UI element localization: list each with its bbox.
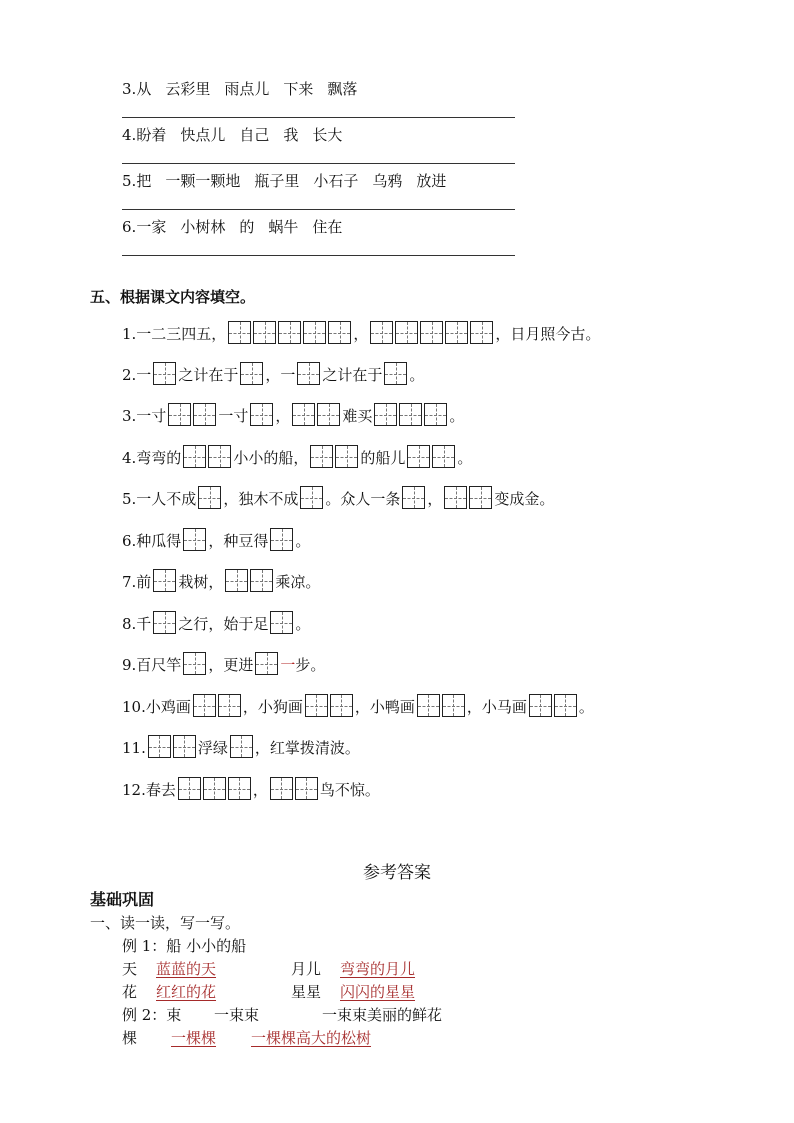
writing-box-group bbox=[178, 777, 251, 800]
writing-box-group bbox=[250, 403, 273, 426]
writing-box[interactable] bbox=[148, 735, 171, 758]
writing-box[interactable] bbox=[173, 735, 196, 758]
reorder-word: 的 bbox=[239, 218, 255, 236]
writing-box-group bbox=[305, 694, 353, 717]
reorder-word: 放进 bbox=[416, 172, 447, 190]
fill-item bbox=[122, 310, 600, 344]
fill-text: ， bbox=[427, 490, 443, 508]
fill-item bbox=[122, 558, 320, 592]
reorder-word: 下来 bbox=[283, 80, 314, 98]
writing-box-group bbox=[240, 362, 263, 385]
answer-row-1-answer-a: 蓝蓝的天 bbox=[156, 960, 217, 978]
fill-item bbox=[122, 351, 424, 385]
writing-box[interactable] bbox=[292, 403, 315, 426]
writing-box[interactable] bbox=[444, 486, 467, 509]
fill-text: ， bbox=[252, 781, 268, 799]
writing-box[interactable] bbox=[335, 445, 358, 468]
writing-box[interactable] bbox=[370, 321, 393, 344]
writing-box[interactable] bbox=[432, 445, 455, 468]
fill-text: ，一 bbox=[265, 366, 296, 384]
fill-text: 5.一人不成 bbox=[122, 490, 197, 508]
answer-line bbox=[122, 209, 515, 210]
writing-box[interactable] bbox=[445, 321, 468, 344]
writing-box-group bbox=[444, 486, 492, 509]
writing-box-group bbox=[193, 694, 241, 717]
fill-text: 之行，始于足 bbox=[178, 615, 269, 633]
writing-box[interactable] bbox=[255, 652, 278, 675]
writing-box-group bbox=[407, 445, 455, 468]
writing-box[interactable] bbox=[305, 694, 328, 717]
writing-box[interactable] bbox=[300, 486, 323, 509]
answer-line bbox=[122, 255, 515, 256]
fill-text: 12.春去 bbox=[122, 781, 176, 799]
writing-box[interactable] bbox=[424, 403, 447, 426]
writing-box-group bbox=[153, 611, 176, 634]
answer-row-1-label-b: 月儿 bbox=[291, 960, 322, 978]
writing-box-group bbox=[370, 321, 493, 344]
section-five-title: 五、根据课文内容填空。 bbox=[90, 288, 256, 306]
answer-row-2-answer-b: 闪闪的星星 bbox=[340, 983, 416, 1001]
fill-text: 。 bbox=[449, 407, 465, 425]
writing-box[interactable] bbox=[317, 403, 340, 426]
reorder-word: 瓶子里 bbox=[254, 172, 300, 190]
writing-box[interactable] bbox=[554, 694, 577, 717]
fill-text-highlight: 一 bbox=[280, 656, 296, 674]
reorder-word: 盼着 bbox=[136, 126, 167, 144]
reorder-word: 云彩里 bbox=[165, 80, 211, 98]
writing-box-group bbox=[374, 403, 447, 426]
fill-text: ，红掌拨清波。 bbox=[254, 739, 360, 757]
writing-box[interactable] bbox=[384, 362, 407, 385]
fill-item bbox=[122, 517, 310, 551]
fill-text: 一寸 bbox=[218, 407, 249, 425]
writing-box-group bbox=[310, 445, 358, 468]
fill-text: 浮绿 bbox=[197, 739, 228, 757]
writing-box[interactable] bbox=[228, 321, 251, 344]
writing-box[interactable] bbox=[203, 777, 226, 800]
reorder-word: 飘落 bbox=[327, 80, 358, 98]
reorder-word: 小树林 bbox=[180, 218, 226, 236]
fill-text: ，小狗画 bbox=[242, 698, 303, 716]
writing-box[interactable] bbox=[420, 321, 443, 344]
writing-box[interactable] bbox=[178, 777, 201, 800]
answer-subheading: 一、读一读，写一写。 bbox=[90, 914, 241, 932]
writing-box[interactable] bbox=[395, 321, 418, 344]
writing-box[interactable] bbox=[225, 569, 248, 592]
writing-box[interactable] bbox=[278, 321, 301, 344]
fill-text: ， bbox=[353, 325, 369, 343]
reorder-word: 从 bbox=[136, 80, 152, 98]
fill-item bbox=[122, 724, 360, 758]
fill-text: ，日月照今古。 bbox=[495, 325, 601, 343]
fill-text: 小小的船， bbox=[233, 449, 309, 467]
writing-box[interactable] bbox=[442, 694, 465, 717]
writing-box[interactable] bbox=[218, 694, 241, 717]
writing-box[interactable] bbox=[228, 777, 251, 800]
writing-box-group bbox=[183, 652, 206, 675]
writing-box[interactable] bbox=[153, 362, 176, 385]
writing-box[interactable] bbox=[253, 321, 276, 344]
fill-text: 。 bbox=[578, 698, 594, 716]
writing-box[interactable] bbox=[183, 652, 206, 675]
fill-text: 。 bbox=[295, 532, 311, 550]
fill-item bbox=[122, 392, 464, 426]
fill-text: 鸟不惊。 bbox=[319, 781, 380, 799]
fill-text: 。 bbox=[409, 366, 425, 384]
example-2-mid: 一束束 bbox=[214, 1006, 260, 1024]
writing-box[interactable] bbox=[193, 694, 216, 717]
writing-box[interactable] bbox=[230, 735, 253, 758]
answer-row-2-answer-a: 红红的花 bbox=[156, 983, 217, 1001]
fill-item bbox=[122, 434, 472, 468]
writing-box[interactable] bbox=[183, 528, 206, 551]
reorder-word: 雨点儿 bbox=[224, 80, 270, 98]
answer-heading: 基础巩固 bbox=[90, 890, 155, 909]
fill-text: 4.弯弯的 bbox=[122, 449, 182, 467]
writing-box[interactable] bbox=[240, 362, 263, 385]
fill-text: 3.一寸 bbox=[122, 407, 167, 425]
example-2-full: 一束束美丽的鲜花 bbox=[322, 1006, 443, 1024]
writing-box[interactable] bbox=[469, 486, 492, 509]
writing-box-group bbox=[384, 362, 407, 385]
writing-box[interactable] bbox=[250, 403, 273, 426]
writing-box[interactable] bbox=[198, 486, 221, 509]
writing-box[interactable] bbox=[168, 403, 191, 426]
reorder-item bbox=[122, 125, 356, 145]
fill-text: ，更进 bbox=[208, 656, 254, 674]
reorder-word: 住在 bbox=[312, 218, 343, 236]
answer-line bbox=[122, 163, 515, 164]
writing-box-group bbox=[168, 403, 216, 426]
fill-text: 8.千 bbox=[122, 615, 152, 633]
answer-row-1-label-a: 天 bbox=[122, 960, 138, 978]
fill-text: 的船儿 bbox=[360, 449, 406, 467]
fill-text: 11. bbox=[122, 739, 146, 757]
example-2-label: 例 2：束 bbox=[122, 1006, 182, 1024]
writing-box-group bbox=[183, 528, 206, 551]
writing-box[interactable] bbox=[270, 777, 293, 800]
fill-text: 6.种瓜得 bbox=[122, 532, 182, 550]
reorder-word: 长大 bbox=[312, 126, 343, 144]
fill-item bbox=[122, 641, 325, 675]
reorder-number: 4. bbox=[122, 126, 137, 144]
fill-text: ， bbox=[275, 407, 291, 425]
writing-box[interactable] bbox=[303, 321, 326, 344]
writing-box-group bbox=[183, 445, 231, 468]
writing-box-group bbox=[230, 735, 253, 758]
reorder-item bbox=[122, 171, 460, 191]
reorder-item bbox=[122, 79, 371, 99]
answer-row-2-label-b: 星星 bbox=[291, 983, 322, 1001]
answer-title: 参考答案 bbox=[363, 863, 431, 883]
writing-box-group bbox=[292, 403, 340, 426]
fill-text: 2.一 bbox=[122, 366, 152, 384]
writing-box[interactable] bbox=[183, 445, 206, 468]
writing-box-group bbox=[297, 362, 320, 385]
reorder-number: 5. bbox=[122, 172, 137, 190]
writing-box[interactable] bbox=[529, 694, 552, 717]
fill-text: 。 bbox=[295, 615, 311, 633]
writing-box[interactable] bbox=[417, 694, 440, 717]
writing-box[interactable] bbox=[297, 362, 320, 385]
fill-text: ，小马画 bbox=[466, 698, 527, 716]
writing-box[interactable] bbox=[208, 445, 231, 468]
writing-box-group bbox=[300, 486, 323, 509]
fill-text: 之计在于 bbox=[322, 366, 383, 384]
reorder-word: 一颗一颗地 bbox=[165, 172, 241, 190]
reorder-item bbox=[122, 217, 356, 237]
writing-box[interactable] bbox=[310, 445, 333, 468]
reorder-number: 3. bbox=[122, 80, 137, 98]
writing-box-group bbox=[270, 528, 293, 551]
writing-box-group bbox=[270, 777, 318, 800]
fill-text: ，种豆得 bbox=[208, 532, 269, 550]
reorder-word: 蜗牛 bbox=[268, 218, 299, 236]
writing-box-group bbox=[402, 486, 425, 509]
writing-box[interactable] bbox=[153, 569, 176, 592]
fill-text: ，独木不成 bbox=[223, 490, 299, 508]
reorder-number: 6. bbox=[122, 218, 137, 236]
writing-box-group bbox=[255, 652, 278, 675]
writing-box-group bbox=[270, 611, 293, 634]
writing-box-group bbox=[228, 321, 351, 344]
writing-box-group bbox=[529, 694, 577, 717]
fill-text: 7.前 bbox=[122, 573, 152, 591]
fill-text: 步。 bbox=[295, 656, 326, 674]
reorder-word: 乌鸦 bbox=[372, 172, 403, 190]
writing-box[interactable] bbox=[330, 694, 353, 717]
fill-text: 难买 bbox=[342, 407, 373, 425]
writing-box[interactable] bbox=[193, 403, 216, 426]
writing-box-group bbox=[153, 569, 176, 592]
answer-row-3-answer-a: 一棵棵 bbox=[171, 1029, 217, 1047]
fill-text: 栽树， bbox=[178, 573, 224, 591]
writing-box[interactable] bbox=[295, 777, 318, 800]
reorder-word: 小石子 bbox=[313, 172, 359, 190]
writing-box[interactable] bbox=[153, 611, 176, 634]
writing-box-group bbox=[198, 486, 221, 509]
reorder-word: 自己 bbox=[239, 126, 270, 144]
fill-item bbox=[122, 683, 594, 717]
answer-row-3-answer-b: 一棵棵高大的松树 bbox=[251, 1029, 372, 1047]
writing-box[interactable] bbox=[402, 486, 425, 509]
fill-item bbox=[122, 600, 310, 634]
writing-box-group bbox=[417, 694, 465, 717]
reorder-word: 一家 bbox=[136, 218, 167, 236]
fill-item bbox=[122, 475, 554, 509]
fill-text: ，小鸭画 bbox=[354, 698, 415, 716]
writing-box[interactable] bbox=[250, 569, 273, 592]
reorder-word: 我 bbox=[283, 126, 299, 144]
writing-box[interactable] bbox=[270, 611, 293, 634]
fill-text: 1.一二三四五， bbox=[122, 325, 227, 343]
reorder-word: 快点儿 bbox=[180, 126, 226, 144]
answer-row-3-label: 棵 bbox=[122, 1029, 138, 1047]
fill-text: 9.百尺竿 bbox=[122, 656, 182, 674]
fill-text: 之计在于 bbox=[178, 366, 239, 384]
example-1: 例 1：船 小小的船 bbox=[122, 937, 247, 955]
fill-text: 变成金。 bbox=[494, 490, 555, 508]
fill-text: 10.小鸡画 bbox=[122, 698, 191, 716]
writing-box-group bbox=[148, 735, 196, 758]
writing-box[interactable] bbox=[328, 321, 351, 344]
writing-box[interactable] bbox=[470, 321, 493, 344]
writing-box[interactable] bbox=[270, 528, 293, 551]
writing-box[interactable] bbox=[399, 403, 422, 426]
reorder-word: 把 bbox=[136, 172, 152, 190]
fill-text: 乘凉。 bbox=[275, 573, 321, 591]
writing-box[interactable] bbox=[374, 403, 397, 426]
fill-text: 。众人一条 bbox=[325, 490, 401, 508]
writing-box[interactable] bbox=[407, 445, 430, 468]
writing-box-group bbox=[153, 362, 176, 385]
fill-item bbox=[122, 766, 380, 800]
writing-box-group bbox=[225, 569, 273, 592]
answer-line bbox=[122, 117, 515, 118]
answer-row-2-label-a: 花 bbox=[122, 983, 138, 1001]
answer-row-1-answer-b: 弯弯的月儿 bbox=[340, 960, 416, 978]
fill-text: 。 bbox=[457, 449, 473, 467]
